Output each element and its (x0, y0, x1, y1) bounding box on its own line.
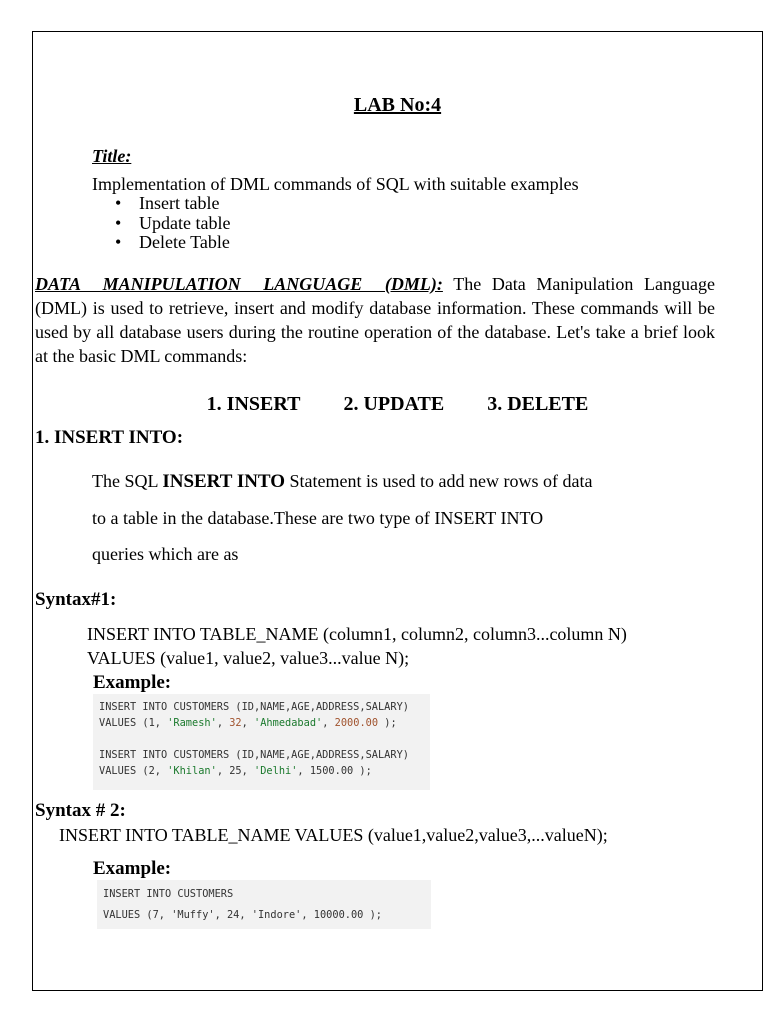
insert-desc-post: Statement is used to add new rows of data (285, 471, 593, 491)
command-update: 2. UPDATE (343, 393, 445, 415)
dml-lead: DATA MANIPULATION LANGUAGE (DML): (35, 274, 443, 294)
section-heading-insert: 1. INSERT INTO: (35, 427, 184, 448)
insert-desc-pre: The SQL (92, 471, 163, 491)
example2-label: Example: (93, 858, 172, 879)
lab-heading: LAB No:4 (353, 94, 442, 116)
dml-body: The Data Manipulation Language (DML) is used to retrieve, insert and modify database information. These commands will be used by all database users during the routine operation of the database. Let's take a brief look at the basic DML commands: (35, 274, 715, 366)
code-line: VALUES (7, 'Muffy', 24, 'Indore', 10000.00 ); (103, 909, 382, 921)
dml-paragraph (35, 272, 715, 368)
syntax1-label: Syntax#1: (35, 589, 117, 610)
insert-desc-line2: to a table in the database.These are two type of INSERT INTO (92, 508, 544, 528)
syntax1-line1: INSERT INTO TABLE_NAME (column1, column2, column3...column N) (87, 624, 627, 644)
list-item: • Delete Table (115, 233, 230, 253)
dml-command-list (33, 393, 762, 416)
example1-code-block (93, 694, 430, 790)
list-item: • Update table (115, 214, 230, 234)
objective-list (115, 194, 230, 253)
syntax2-line1: INSERT INTO TABLE_NAME VALUES (value1,value2,value3,...valueN); (59, 825, 608, 845)
insert-desc-line1 (92, 471, 592, 493)
document-page (32, 31, 763, 991)
example2-code-block (97, 880, 431, 929)
syntax2-label: Syntax # 2: (35, 800, 126, 821)
insert-desc-bold: INSERT INTO (162, 471, 286, 492)
code-line: INSERT INTO CUSTOMERS (ID,NAME,AGE,ADDRESS,SALARY) (99, 749, 409, 761)
code-line: VALUES (1, 'Ramesh', 32, 'Ahmedabad', 2000.00 ); (99, 717, 397, 729)
syntax1-line2: VALUES (value1, value2, value3...value N); (87, 648, 410, 668)
list-item: • Insert table (115, 194, 230, 214)
code-line: INSERT INTO CUSTOMERS (ID,NAME,AGE,ADDRESS,SALARY) (99, 701, 409, 713)
command-delete: 3. DELETE (487, 393, 589, 415)
insert-desc-line3: queries which are as (92, 544, 239, 564)
command-insert: 1. INSERT (206, 393, 301, 415)
title-label: Title: (92, 146, 132, 166)
title-text: Implementation of DML commands of SQL with suitable examples (92, 174, 579, 194)
example1-label: Example: (93, 672, 172, 693)
code-line: INSERT INTO CUSTOMERS (103, 888, 234, 900)
code-line: VALUES (2, 'Khilan', 25, 'Delhi', 1500.00 ); (99, 765, 372, 777)
